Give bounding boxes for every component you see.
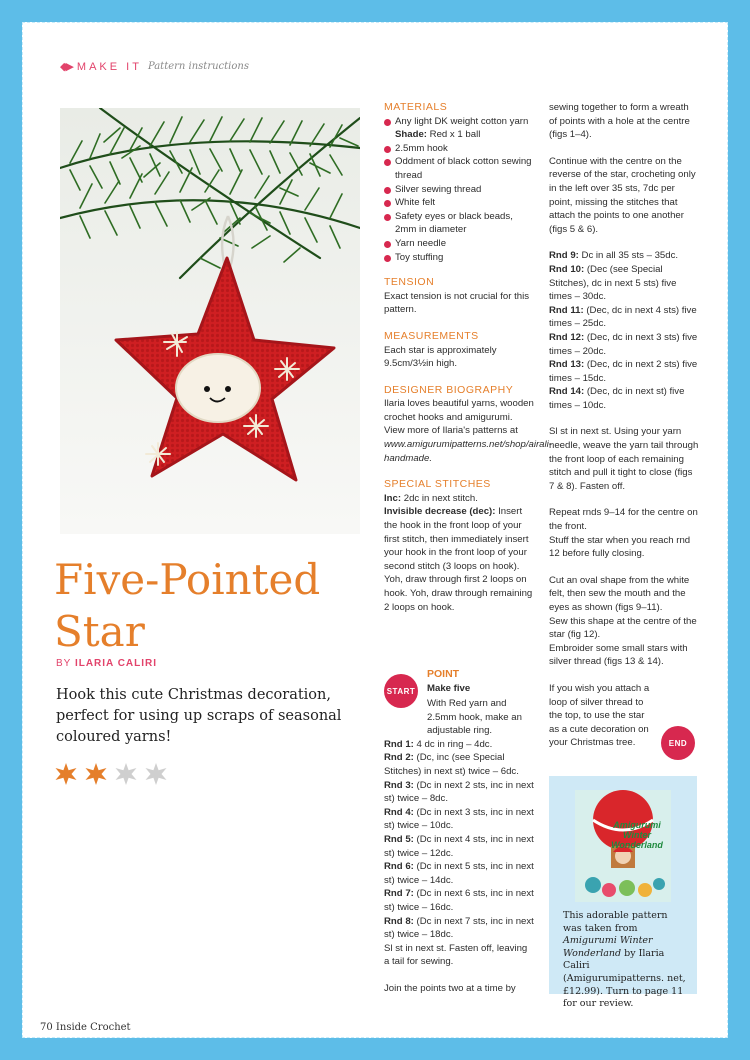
tension-text: Exact tension is not crucial for this pattern. (384, 290, 530, 316)
assembly-p3: Sl st in next st. Using your yarn needle, weave the yarn tail through the front loop of each remaining stitch and pull it tight to close (figs 7 & 8). Fasten off. (549, 426, 699, 492)
assembly-p5b: Sew this shape at the centre of the star (fig 12). (549, 615, 697, 641)
bullet-icon (384, 119, 391, 126)
list-item (384, 210, 534, 237)
material-item: White felt (395, 197, 435, 209)
bullet-icon (384, 214, 391, 221)
material-item: 2.5mm hook (395, 142, 448, 154)
title-line-2: Star (54, 607, 145, 656)
byline-author: ILARIA CALIRI (74, 658, 158, 669)
round-text: Dc in all 35 sts – 35dc. (581, 250, 679, 262)
bullet-icon (384, 200, 391, 207)
dec-label: Invisible decrease (dec): (384, 506, 496, 518)
point-intro: With Red yarn and 2.5mm hook, make an adjustable ring. (427, 698, 522, 737)
round-text: (Dec, dc in next 2 sts) five times – 15dc. (549, 359, 698, 384)
list-item (384, 196, 534, 210)
round-text: (Dc in next 6 sts, inc in next st) twice – 16dc. (384, 888, 534, 913)
assembly-p6: If you wish you attach a loop of silver thread to the top, to use the star as a cute decoration on your Christmas tree. (549, 682, 650, 749)
assembly-p4 (549, 506, 699, 560)
material-item: Yarn needle (395, 237, 447, 249)
point-after: Sl st in next st. Fasten off, leaving a tail for sewing. (384, 942, 528, 968)
round-instruction (549, 263, 699, 304)
list-item (384, 142, 534, 156)
assembly-p4a: Repeat rnds 9–14 for the centre on the front. (549, 507, 698, 533)
tension-heading: TENSION (384, 276, 435, 289)
round-text: (Dec, dc in next 3 sts) five times – 20dc. (549, 331, 698, 357)
round-label: Rnd 13: (549, 359, 585, 371)
special-stitches-heading: SPECIAL STITCHES (384, 478, 491, 491)
round-label: Rnd 6: (384, 861, 414, 873)
round-text: (Dc in next 4 sts, inc in next st) twice – 12dc. (384, 833, 534, 859)
round-text: (Dc in next 3 sts, inc in next st) twice – 10dc. (384, 806, 534, 832)
material-item: Silver sewing thread (395, 183, 482, 195)
inc-text: 2dc in next stitch. (403, 492, 478, 504)
shade-label: Shade: (395, 129, 427, 141)
round-instruction (549, 249, 699, 263)
round-label: Rnd 7: (384, 888, 414, 900)
list-item (384, 251, 534, 265)
byline-prefix: BY (56, 658, 72, 669)
round-instruction (549, 358, 699, 385)
round-text: (Dec, dc in next st) five times – 10dc. (549, 386, 685, 411)
bullet-icon (384, 159, 391, 166)
centre-rounds (549, 249, 699, 412)
bullet-icon (384, 146, 391, 153)
bullet-icon (384, 255, 391, 262)
rating-star-filled-icon (54, 762, 78, 786)
round-label: Rnd 8: (384, 915, 414, 927)
rating-star-empty-icon (114, 762, 138, 786)
materials-heading: MATERIALS (384, 101, 448, 113)
assembly-p4b: Stuff the star when you reach rnd 12 before fully closing. (549, 534, 691, 560)
page-footer (40, 1022, 131, 1033)
special-stitches-text (384, 492, 534, 614)
caption-part-b: by Ilaria Caliri (Amigurumipatterns. net, £12.99). Turn to page 11 for our review. (563, 947, 686, 1010)
article-title (54, 554, 320, 658)
assembly-p1: sewing together to form a wreath of points with a hole at the centre (figs 1–4). (549, 102, 690, 141)
shade-value: Red x 1 ball (429, 129, 481, 141)
measurements-text: Each star is approximately 9.5cm/3½in high. (384, 344, 497, 370)
materials-column (384, 101, 552, 627)
subsection-label: Pattern instructions (147, 61, 249, 72)
dec-text: Insert the hook in the front loop of your first stitch, then immediately insert your hook in the front loop of your second stitch (3 loops on hook). Yoh, draw through first 2 loops on hook. Yoh, draw through remaining 2 loops on hook. (384, 506, 533, 613)
round-text: (Dc in next 5 sts, inc in next st) twice – 14dc. (384, 861, 534, 886)
book-promo-box (549, 776, 697, 1010)
star-ornament-photo (60, 108, 360, 534)
start-badge: START (384, 674, 418, 708)
rating-star-filled-icon (84, 762, 108, 786)
cover-line-1: Amigurumi (613, 820, 661, 830)
designer-link[interactable]: www.amigurumipatterns.net/shop/airali-handmade. (384, 439, 552, 464)
round-label: Rnd 2: (384, 752, 414, 764)
round-instruction (384, 751, 534, 778)
round-text: (Dec (see Special Stitches), dc in next 5 sts) five times – 30dc. (549, 263, 677, 303)
round-instruction (384, 887, 534, 914)
title-line-1: Five-Pointed (54, 555, 321, 604)
caption-book-title: Amigurumi Winter Wonderland (563, 935, 653, 959)
assembly-p5a: Cut an oval shape from the white felt, then sew the mouth and the eyes as shown (figs 9–11). (549, 574, 690, 613)
byline (56, 658, 157, 669)
point-heading: POINT (427, 668, 460, 680)
round-label: Rnd 9: (549, 250, 579, 262)
round-instruction (549, 331, 699, 358)
book-cover (575, 790, 671, 902)
end-badge: END (661, 726, 695, 760)
round-label: Rnd 10: (549, 263, 585, 275)
point-subheading: Make five (427, 682, 471, 694)
assembly-column (549, 101, 699, 763)
designer-bio: Ilaria loves beautiful yarns, wooden crochet hooks and amigurumi. View more of Ilaria's patterns at (384, 398, 534, 437)
round-instruction (384, 915, 534, 942)
list-item (384, 237, 534, 251)
material-item: Safety eyes or black beads, 2mm in diameter (395, 210, 513, 236)
point-join: Join the points two at a time by (384, 982, 516, 994)
material-item: Toy stuffing (395, 251, 444, 263)
round-instruction (384, 860, 534, 887)
caption-part-a: This adorable pattern was taken from (563, 910, 668, 934)
round-instruction (384, 833, 534, 860)
round-text: 4 dc in ring – 4dc. (416, 738, 493, 750)
measurements-heading: MEASUREMENTS (384, 329, 479, 342)
arrow-icon: ◆▶ (60, 61, 71, 73)
book-caption (563, 910, 687, 1011)
round-instruction (384, 806, 534, 833)
materials-list (384, 115, 534, 265)
round-instruction (549, 385, 699, 412)
round-text: (Dc in next 2 sts, inc in next st) twice – 8dc. (384, 779, 534, 805)
list-item (384, 183, 534, 197)
round-label: Rnd 3: (384, 779, 414, 791)
round-label: Rnd 4: (384, 806, 414, 818)
round-label: Rnd 5: (384, 833, 414, 845)
assembly-p2: Continue with the centre on the reverse of the star, crocheting only in the left over 35 sts, 7dc per point, missing the stitches that attach the points to one another (figs 5 & 6). (549, 155, 696, 235)
assembly-p5c: Embroider some small stars with silver thread (figs 13 & 14). (549, 642, 688, 668)
bullet-icon (384, 187, 391, 194)
section-header (60, 60, 249, 73)
round-instruction (384, 779, 534, 806)
round-instruction (384, 738, 534, 752)
designer-text (384, 397, 552, 465)
round-label: Rnd 1: (384, 738, 414, 750)
point-instructions (384, 697, 534, 1008)
section-label: MAKE IT (76, 60, 142, 73)
cover-line-2: Winter (623, 830, 651, 840)
inc-label: Inc: (384, 492, 402, 504)
round-text: (Dc in next 7 sts, inc in next st) twice – 18dc. (384, 915, 534, 941)
point-heading-block (427, 668, 537, 695)
difficulty-rating (54, 762, 168, 786)
rating-star-empty-icon (144, 762, 168, 786)
cover-line-3: Wonderland (611, 840, 663, 850)
material-yarn: Any light DK weight cotton yarn (395, 115, 529, 127)
round-text: (Dec, dc in next 4 sts) five times – 25dc. (549, 304, 697, 330)
round-text: (Dc, inc (see Special Stitches) in next st) twice – 6dc. (384, 752, 519, 777)
list-item (384, 115, 534, 142)
round-label: Rnd 12: (549, 331, 585, 343)
list-item (384, 155, 534, 182)
round-label: Rnd 14: (549, 386, 585, 398)
designer-heading: DESIGNER BIOGRAPHY (384, 383, 514, 396)
assembly-p5 (549, 574, 699, 669)
star-ornament-illustration (60, 108, 360, 534)
book-cover-title (605, 820, 669, 850)
page-number: 70 (40, 1022, 53, 1033)
bullet-icon (384, 241, 391, 248)
round-instruction (549, 304, 699, 331)
point-rounds (384, 738, 534, 942)
magazine-name: Inside Crochet (55, 1022, 131, 1033)
article-intro: Hook this cute Christmas decoration, perfect for using up scraps of seasonal coloured yarns! (56, 687, 342, 745)
round-label: Rnd 11: (549, 304, 584, 316)
material-item: Oddment of black cotton sewing thread (395, 156, 532, 181)
